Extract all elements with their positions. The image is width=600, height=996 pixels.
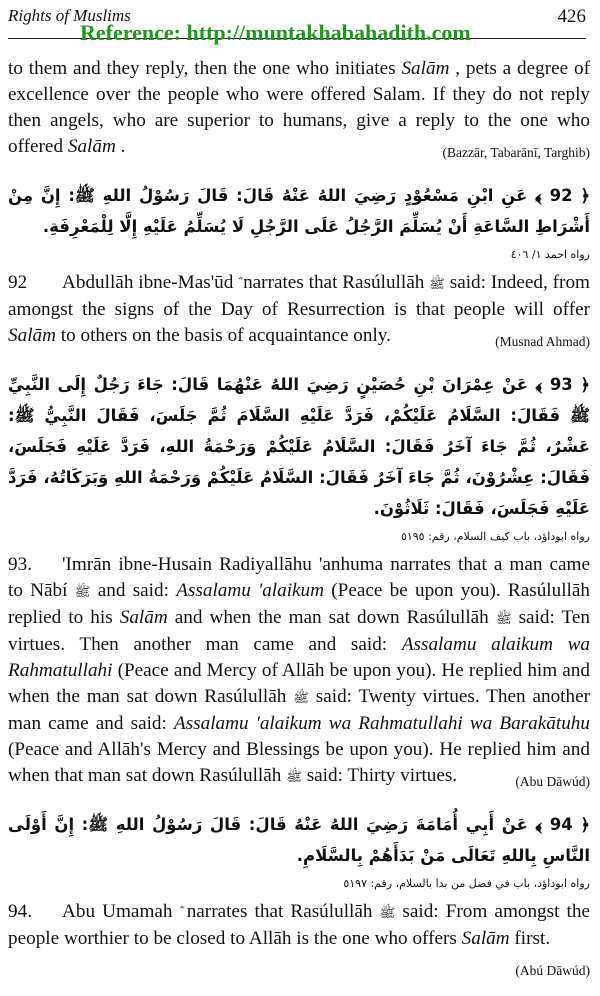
hadith-93-arabic-ref: رواه ابوداؤد، باب كيف السلام، رقم: ٥١٩٥ — [400, 530, 590, 543]
page-content — [8, 56, 590, 984]
reference-link[interactable]: Reference: http://muntakhabahadith.com — [80, 20, 471, 45]
hadith-number: 94. — [8, 901, 32, 922]
hadith-number: 92 — [8, 272, 28, 293]
salutation-icon: ﷺ — [74, 584, 91, 599]
salutation-icon: ﷺ — [293, 690, 309, 705]
page-number: 426 — [557, 6, 586, 27]
hadith-94-source: (Abú Dāwúd) — [515, 963, 590, 978]
hadith-94-arabic-ref: رواه ابوداؤد، باب في فضل من بدا بالسلام، رقم: ٥١٩٧ — [343, 877, 590, 890]
hadith-93-source: (Abu Dāwúd) — [515, 774, 590, 789]
intro-source: (Bazzār, Tabarānī, Targhib) — [442, 145, 590, 160]
hadith-94-arabic: ﴿ 94 ﴾ عَنْ أَبِي أُمَامَةَ رَضِيَ اللهُ عَنْهُ قَالَ: قَالَ رَسُوْلُ اللهِ ﷺ: إِنَّ أَوْلَى النَّاسِ بِاللهِ تَعَالَى مَنْ بَدَأَهُمْ بِالسَّلَامِ. — [8, 815, 590, 865]
salutation-icon: ﷺ — [286, 769, 302, 784]
salutation-icon: ﷺ — [429, 276, 445, 291]
hadith-93-arabic: ﴿ 93 ﴾ عَنْ عِمْرَانَ بْنِ حُصَيْنٍ رَضِيَ اللهُ عَنْهُمَا قَالَ: جَاءَ رَجُلٌ إِلَى النَّبِيِّ ﷺ فَقَالَ: السَّلَامُ عَلَيْكُمْ، فَرَدَّ عَلَيْهِ السَّلَامَ ثُمَّ جَلَسَ، فَقَالَ النَّبِيُّ ﷺ: عَشْرٌ، ثُمَّ جَاءَ آخَرُ فَقَالَ: السَّلَامُ عَلَيْكُمْ وَرَحْمَةُ اللهِ، فَرَدَّ عَلَيْهِ فَجَلَسَ، فَقَالَ: عِشْرُوْنَ، ثُمَّ جَاءَ آخَرُ فَقَالَ: السَّلَامُ عَلَيْكُمْ وَرَحْمَةُ اللهِ وَبَرَكَاتُهُ، فَرَدَّ عَلَيْهِ فَجَلَسَ، فَقَالَ: ثَلَاثُوْنَ. — [8, 375, 590, 518]
intro-paragraph: to them and they reply, then the one who initiates Salām , pets a degree of excellence over the people who were offered Salam. If they do not reply then angels, who are superior to humans, give a reply to the one who offered Salām . (Bazzār, Tabarānī, Targhib) — [8, 56, 590, 160]
hadith-92-arabic-ref: رواه احمد ١/ ٤٠٦ — [510, 248, 590, 261]
page-header — [8, 4, 586, 45]
salutation-icon: ﷺ — [379, 905, 396, 920]
hadith-93-translation: 93. 'Imrān ibne-Husain Radiyallāhu 'anhuma narrates that a man came to Nābí ﷺ and said: Assalamu 'alaikum (Peace be upon you). Rasúlullāh replied to his Salām and when the man sat down Rasúlullāh ﷺ said: Ten virtues. Then another man came and said: Assalamu alaikum wa Rahmatullahi (Peace and Mercy of Allāh be upon you). He replied him and when the man sat down Rasúlullāh ﷺ said: Twenty virtues. Then another man came and said: Assalamu 'alaikum wa Rahmatullahi wa Barakātuhu (Peace and Allāh's Mercy and Blessings be upon you). He replied him and when that man sat down Rasúlullāh ﷺ said: Thirty virtues. (Abu Dāwúd) — [8, 552, 590, 790]
hadith-92-arabic: ﴿ 92 ﴾ عَنِ ابْنِ مَسْعُوْدٍ رَضِيَ اللهُ عَنْهُ قَالَ: قَالَ رَسُوْلُ اللهِ ﷺ: إِنَّ مِنْ أَشْرَاطِ السَّاعَةِ أَنْ يُسَلِّمَ الرَّجُلُ عَلَى الرَّجُلِ لَا يُسَلِّمُ عَلَيْهِ إِلَّا لِلْمَعْرِفَةِ. — [8, 186, 590, 236]
book-title: Rights of Muslims — [8, 6, 131, 25]
hadith-94-translation: 94. Abu Umamah narrates that Rasúlullāh ﷺ said: From amongst the people worthier to be closed to Allāh is the one who offers Salām first. (Abú Dāwúd) — [8, 899, 590, 952]
hadith-92-source: (Musnad Ahmad) — [495, 334, 590, 349]
hadith-number: 93. — [8, 554, 32, 575]
salutation-icon: ﷺ — [495, 611, 512, 626]
hadith-92-translation: 92 Abdullāh ibne-Mas'ūd narrates that Rasúlullāh ﷺ said: Indeed, from amongst the signs of the Day of Resurrection is that people will offer Salām to others on the basis of acquaintance only. (Musnad Ahmad) — [8, 270, 590, 349]
